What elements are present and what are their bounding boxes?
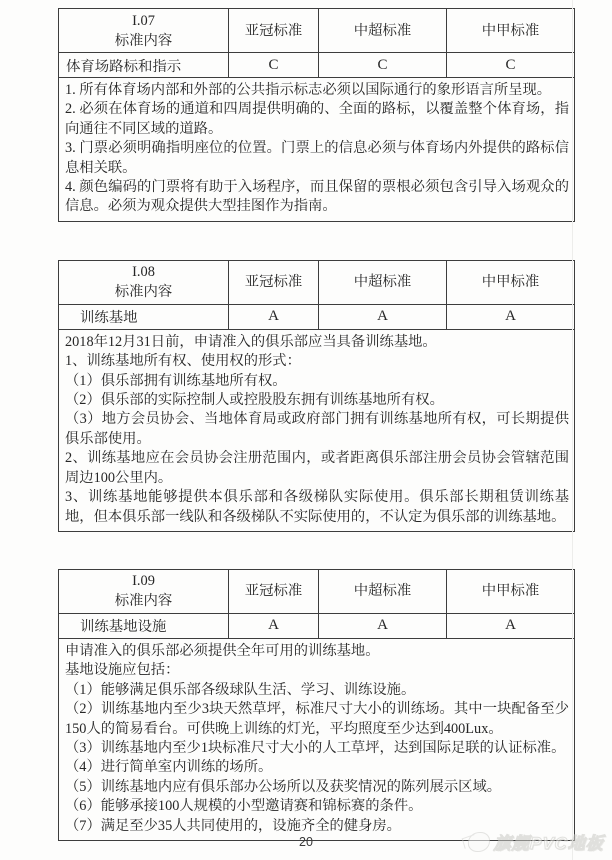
item-name: 训练基地 — [59, 304, 229, 329]
item-name: 训练基地设施 — [59, 613, 229, 638]
item-row — [59, 53, 575, 78]
watermark-text: 旗舰PVC地板 — [493, 834, 605, 853]
grade-column-header-csl: 中超标准 — [319, 260, 447, 304]
requirements-cell — [59, 329, 575, 531]
requirements-row — [59, 638, 575, 840]
requirement-paragraph: （5）训练基地内应有俱乐部办公场所以及获奖情况的陈列展示区域。 — [65, 778, 502, 795]
requirement-paragraph: 4. 颜色编码的门票将有助于入场程序，而且保留的票根必须包含引导入场观众的信息。必须为观众提供大型挂图作为指南。 — [65, 179, 569, 215]
item-row — [59, 304, 575, 329]
grade-value-cl1: A — [447, 613, 575, 638]
watermark-logo-icon — [467, 832, 490, 852]
item-name: 体育场路标和指示 — [59, 53, 229, 78]
standard-code-cell — [59, 569, 229, 613]
requirement-paragraph: （3）训练基地内至少1块标准尺寸大小的人工草坪，达到国际足联的认证标准。 — [65, 739, 566, 756]
requirement-paragraph: 3、训练基地能够提供本俱乐部和各级梯队实际使用。俱乐部长期租赁训练基地，但本俱乐部一线队和各级梯队不实际使用的，不认定为俱乐部的训练基地。 — [65, 489, 569, 525]
grade-column-header-acl: 亚冠标准 — [229, 260, 319, 304]
page-number: 20 — [299, 835, 313, 849]
grade-column-header-acl: 亚冠标准 — [229, 9, 319, 53]
standard-header-label: 标准内容 — [114, 593, 173, 610]
requirement-paragraph: （3）地方会员协会、当地体育局或政府部门拥有训练基地所有权，可长期提供俱乐部使用。 — [65, 411, 569, 447]
standard-header-label: 标准内容 — [114, 284, 173, 301]
requirement-paragraph: （1）能够满足俱乐部各级球队生活、学习、训练设施。 — [65, 681, 416, 698]
requirements-row — [59, 78, 575, 222]
requirement-paragraph: （4）进行简单室内训练的场所。 — [65, 759, 273, 776]
standard-code: I.08 — [132, 264, 155, 281]
requirement-paragraph: （1）俱乐部拥有训练基地所有权。 — [65, 372, 287, 389]
grade-column-header-csl: 中超标准 — [319, 9, 447, 53]
table-header-row — [59, 260, 575, 304]
grade-value-acl: A — [229, 613, 319, 638]
requirements-row — [59, 329, 575, 531]
grade-value-acl: A — [229, 304, 319, 329]
item-row — [59, 613, 575, 638]
standard-table-i08 — [58, 260, 575, 532]
grade-value-cl1: C — [447, 53, 575, 78]
grade-value-csl: A — [319, 613, 447, 638]
requirement-paragraph: 1. 所有体育场内部和外部的公共指示标志必须以国际通行的象形语言所呈现。 — [65, 82, 552, 98]
grade-column-header-cl1: 中甲标准 — [447, 260, 575, 304]
requirement-paragraph: 1、训练基地所有权、使用权的形式： — [65, 353, 301, 370]
grade-value-cl1: A — [447, 304, 575, 329]
standard-code-cell — [59, 9, 229, 53]
grade-value-csl: C — [319, 53, 447, 78]
standard-table-i07 — [58, 8, 575, 222]
requirement-paragraph: 基地设施应包括： — [65, 662, 180, 679]
requirement-paragraph: 2. 必须在体育场的通道和四周提供明确的、全面的路标，以覆盖整个体育场，指向通往不同区域的道路。 — [65, 101, 569, 137]
grade-value-csl: A — [319, 304, 447, 329]
watermark — [467, 829, 605, 854]
grade-column-header-csl: 中超标准 — [319, 569, 447, 613]
requirements-cell — [59, 78, 575, 222]
grade-value-acl: C — [229, 53, 319, 78]
requirement-paragraph: （6）能够承接100人规模的小型邀请赛和锦标赛的条件。 — [65, 798, 423, 815]
table-header-row — [59, 569, 575, 613]
standard-header-label: 标准内容 — [114, 32, 173, 49]
requirements-cell — [59, 638, 575, 840]
requirement-paragraph: （2）俱乐部的实际控制人或控股股东拥有训练基地所有权。 — [65, 392, 444, 409]
requirement-paragraph: 3. 门票必须明确指明座位的位置。门票上的信息必须与体育场内外提供的路标信息相关联。 — [65, 140, 569, 176]
table-header-row — [59, 9, 575, 53]
grade-column-header-cl1: 中甲标准 — [447, 569, 575, 613]
standard-code-cell — [59, 260, 229, 304]
scan-artifact-line — [572, 0, 573, 860]
standard-code: I.09 — [132, 573, 155, 590]
grade-column-header-acl: 亚冠标准 — [229, 569, 319, 613]
requirement-paragraph: （2）训练基地内至少3块天然草坪，标准尺寸大小的训练场。其中一块配备至少150人的简易看台。可供晚上训练的灯光，平均照度至少达到400Lux。 — [65, 701, 569, 737]
requirement-paragraph: （7）满足至少35人共同使用的，设施齐全的健身房。 — [65, 817, 401, 834]
standard-table-i09 — [58, 569, 575, 841]
requirement-paragraph: 2018年12月31日前，申请准入的俱乐部应当具备训练基地。 — [65, 333, 437, 350]
requirement-paragraph: 2、训练基地应在会员协会注册范围内，或者距离俱乐部注册会员协会管辖范围周边100公里内。 — [65, 450, 569, 486]
requirement-paragraph: 申请准入的俱乐部必须提供全年可用的训练基地。 — [65, 642, 380, 659]
grade-column-header-cl1: 中甲标准 — [447, 9, 575, 53]
standard-code: I.07 — [132, 12, 155, 29]
